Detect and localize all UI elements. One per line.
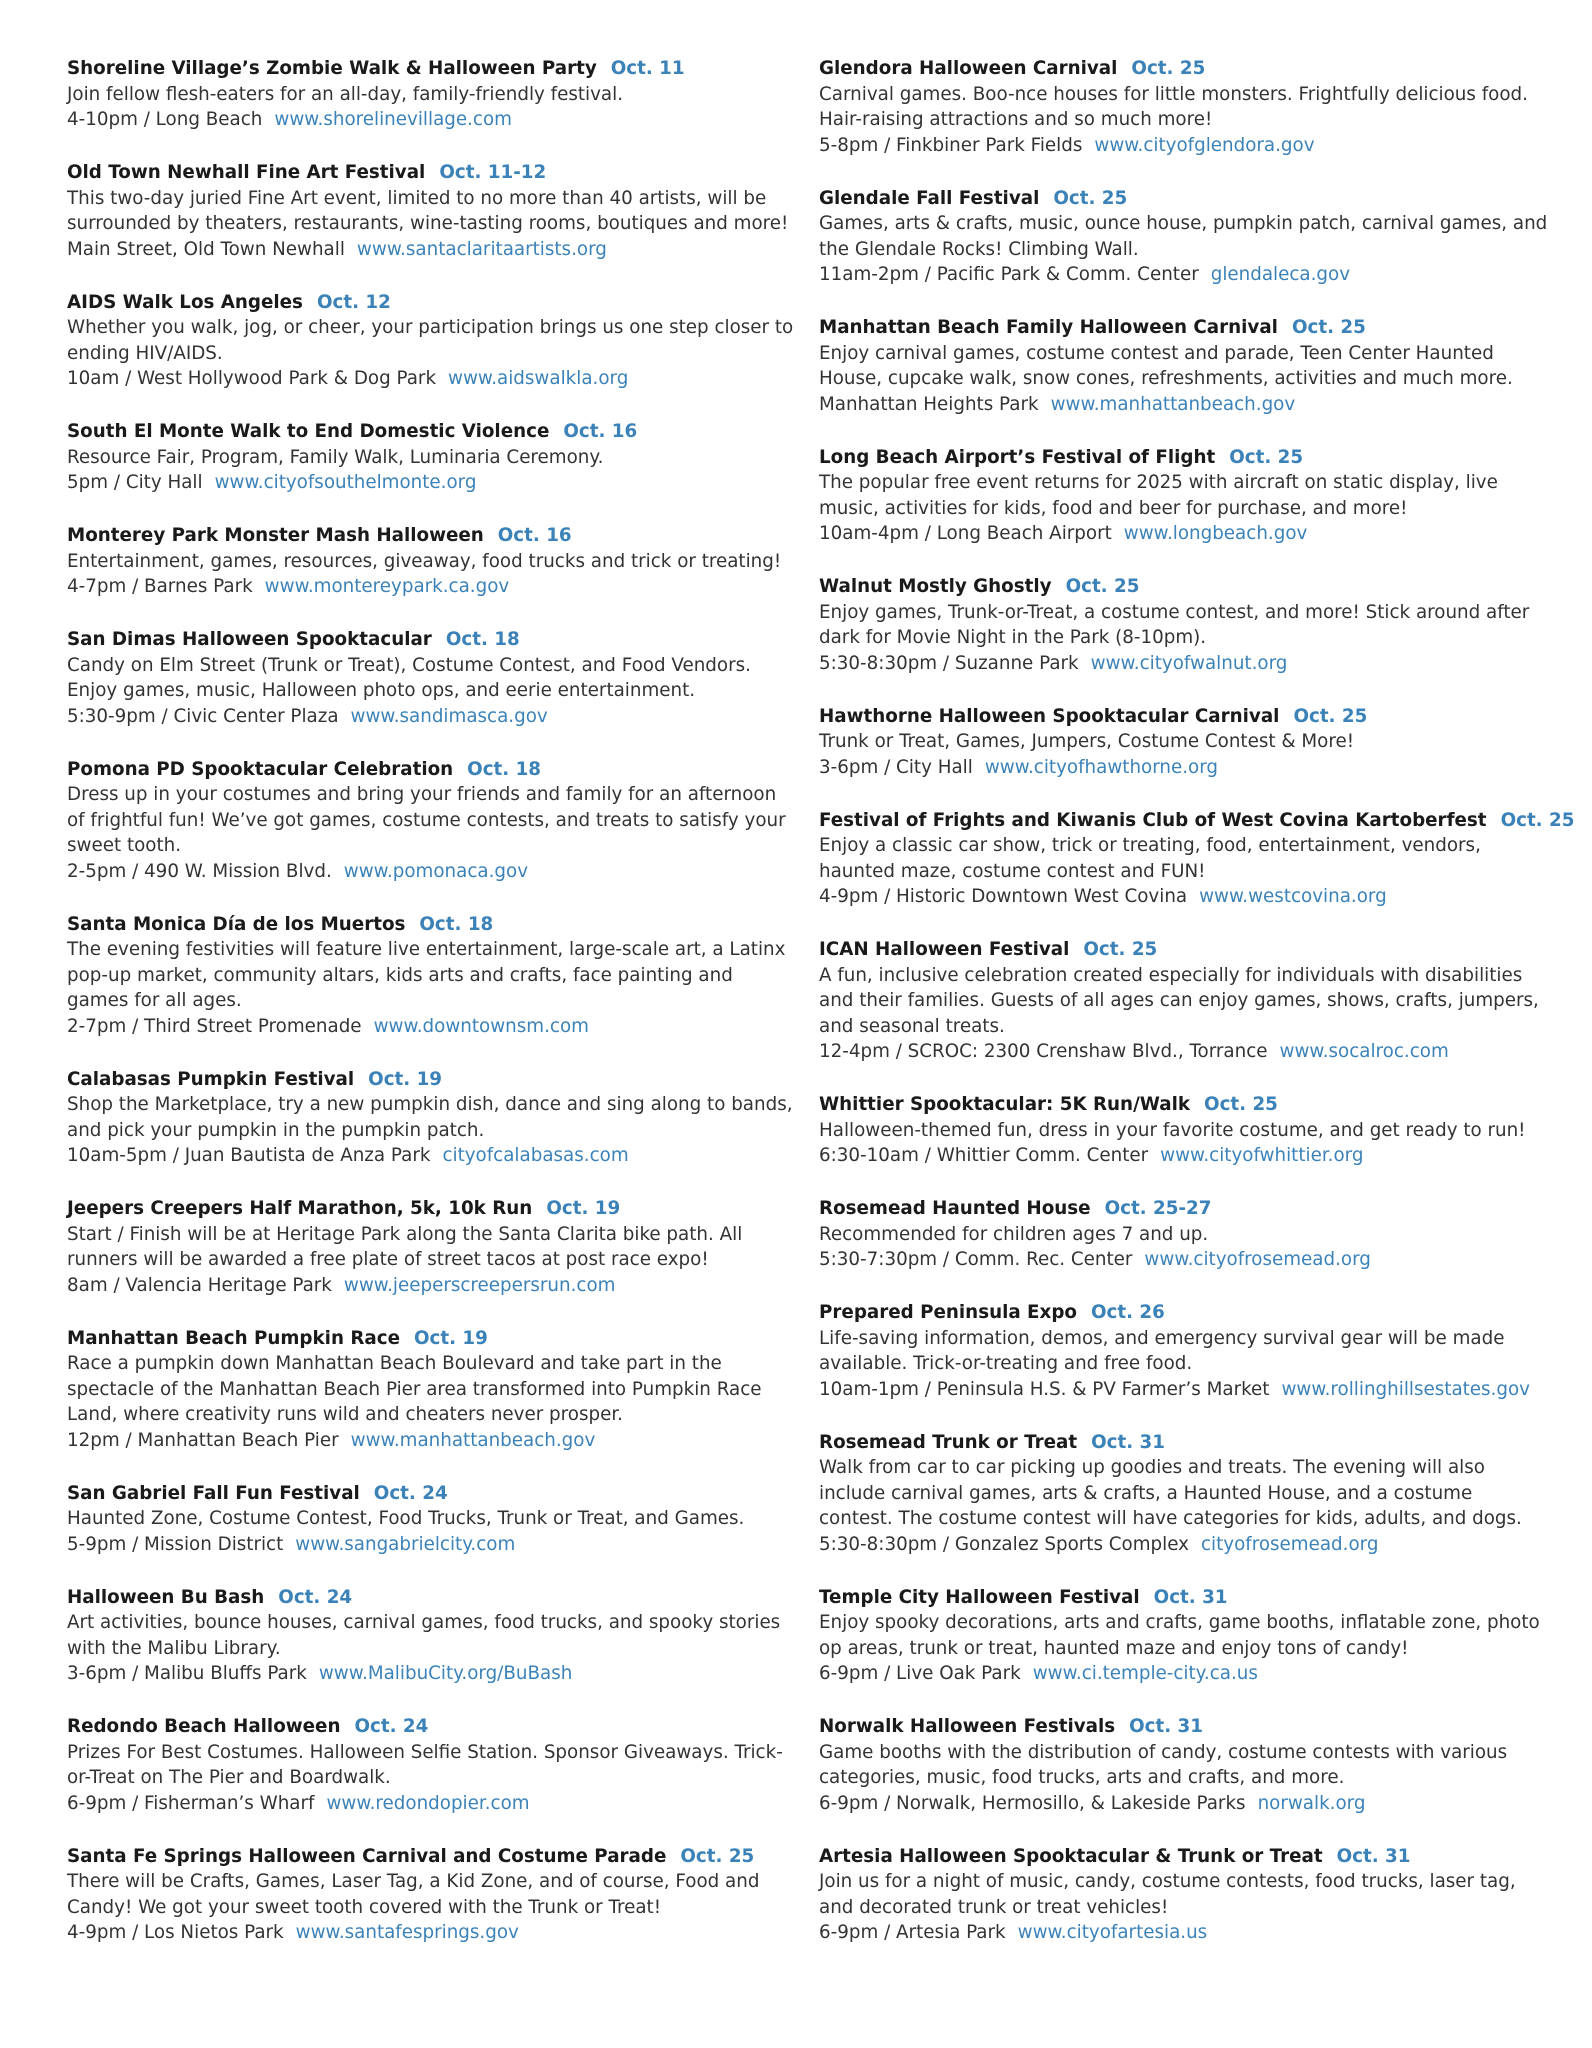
- event-website-link[interactable]: www.cityofwhittier.org: [1160, 1145, 1364, 1166]
- event-time-location: [819, 1532, 1549, 1558]
- event-description: Enjoy a classic car show, trick or treating, food, entertainment, vendors, haunted maze, costume contest and FUN!: [819, 835, 1481, 882]
- event-time-location: [819, 651, 1549, 677]
- event-date: Oct. 31: [1129, 1716, 1203, 1737]
- event-description: Prizes For Best Costumes. Halloween Selfie Station. Sponsor Giveaways. Trick-or-Treat on The Pier and Boardwalk.: [67, 1741, 783, 1788]
- event-title: San Dimas Halloween Spooktacular: [67, 629, 432, 650]
- event-title: South El Monte Walk to End Domestic Violence: [67, 421, 550, 442]
- event-title: Walnut Mostly Ghostly: [819, 576, 1052, 597]
- event-date: Oct. 25: [1500, 809, 1575, 831]
- event-title: Manhattan Beach Family Halloween Carnival: [819, 317, 1278, 338]
- event-date: Oct. 11-12: [439, 162, 547, 183]
- event-description: Candy on Elm Street (Trunk or Treat), Costume Contest, and Food Vendors. Enjoy games, music, Halloween photo ops, and eerie entertainment.: [67, 654, 751, 701]
- event-heading: [819, 808, 1575, 834]
- event-title: Manhattan Beach Pumpkin Race: [67, 1327, 400, 1349]
- event-time-place: 6:30-10am / Whittier Comm. Center: [819, 1145, 1149, 1166]
- event-website-link[interactable]: www.manhattanbeach.gov: [1050, 393, 1296, 415]
- event-website-link[interactable]: www.sandimasca.gov: [350, 705, 548, 727]
- event-heading: [819, 1196, 1549, 1222]
- event-time-place: 5pm / City Hall: [67, 472, 203, 493]
- right-event-column: [819, 56, 1575, 1973]
- event-time-place: 8am / Valencia Heritage Park: [67, 1274, 332, 1296]
- event-description: Join fellow flesh-eaters for an all-day, family-friendly festival.: [67, 83, 624, 105]
- event-date: Oct. 25: [1131, 58, 1206, 79]
- event-time-location: [67, 1532, 795, 1558]
- event-date: Oct. 18: [419, 913, 494, 935]
- event-time-location: [819, 755, 1549, 781]
- event-heading: [67, 1326, 795, 1352]
- event-listing: [67, 56, 795, 133]
- event-listing: [819, 1430, 1549, 1558]
- event-date: Oct. 24: [354, 1716, 429, 1737]
- event-description: The evening festivities will feature live entertainment, large-scale art, a Latinx pop-up market, community altars, kids arts and crafts, face painting and games for all ages.: [67, 939, 786, 1011]
- event-description: Resource Fair, Program, Family Walk, Luminaria Ceremony.: [67, 446, 604, 468]
- event-listing: [67, 160, 795, 262]
- event-description: Walk from car to car picking up goodies and treats. The evening will also include carnival games, arts & crafts, a Haunted House, and a costume contest. The costume contest will have categories for kids, adults, and dogs.: [819, 1457, 1522, 1529]
- event-website-link[interactable]: www.manhattanbeach.gov: [350, 1429, 596, 1451]
- event-title: Jeepers Creepers Half Marathon, 5k, 10k Run: [67, 1198, 533, 1219]
- event-website-link[interactable]: www.socalroc.com: [1279, 1041, 1449, 1062]
- event-date: Oct. 24: [278, 1586, 353, 1608]
- event-time-place: 2-7pm / Third Street Promenade: [67, 1015, 362, 1037]
- event-title: Halloween Bu Bash: [67, 1586, 265, 1608]
- event-description: Start / Finish will be at Heritage Park along the Santa Clarita bike path. All runners will be awarded a free plate of street tacos at post race expo!: [67, 1223, 743, 1270]
- event-time-location: [819, 262, 1549, 288]
- event-title: Redondo Beach Halloween: [67, 1716, 341, 1737]
- event-description: Halloween-themed fun, dress in your favorite costume, and get ready to run!: [819, 1119, 1526, 1141]
- event-description: Art activities, bounce houses, carnival games, food trucks, and spooky stories with the Malibu Library.: [67, 1612, 781, 1659]
- event-description: This two-day juried Fine Art event, limited to no more than 40 artists, will be surrounded by theaters, restaurants, wine-tasting rooms, boutiques and more!: [67, 187, 789, 234]
- event-time-place: 10am-1pm / Peninsula H.S. & PV Farmer’s Market: [819, 1378, 1270, 1400]
- event-date: Oct. 25: [1291, 317, 1366, 338]
- event-listing: [67, 419, 795, 496]
- event-listing: [67, 912, 795, 1040]
- event-listing: [819, 56, 1549, 158]
- event-heading: [67, 1196, 795, 1222]
- event-time-location: [67, 1014, 795, 1040]
- event-time-place: 11am-2pm / Pacific Park & Comm. Center: [819, 264, 1199, 285]
- event-heading: [67, 757, 795, 783]
- event-description: Entertainment, games, resources, giveaway, food trucks and trick or treating!: [67, 550, 782, 572]
- event-time-place: 6-9pm / Artesia Park: [819, 1922, 1006, 1943]
- event-date: Oct. 18: [467, 758, 542, 780]
- event-description: The popular free event returns for 2025 with aircraft on static display, live music, activities for kids, food and beer for purchase, and more!: [819, 472, 1498, 519]
- event-time-place: 4-10pm / Long Beach: [67, 109, 263, 130]
- event-time-place: 5:30-8:30pm / Suzanne Park: [819, 652, 1079, 674]
- event-title: Temple City Halloween Festival: [819, 1586, 1140, 1608]
- event-title: Calabasas Pumpkin Festival: [67, 1068, 355, 1090]
- event-title: Festival of Frights and Kiwanis Club of West Covina Kartoberfest: [819, 809, 1487, 831]
- event-date: Oct. 19: [368, 1068, 443, 1090]
- event-heading: [67, 160, 795, 186]
- event-date: Oct. 19: [546, 1198, 621, 1219]
- event-website-link[interactable]: norwalk.org: [1257, 1792, 1366, 1814]
- event-description: Whether you walk, jog, or cheer, your participation brings us one step closer to ending HIV/AIDS.: [67, 317, 794, 364]
- event-time-location: [67, 470, 795, 496]
- event-title: Hawthorne Halloween Spooktacular Carnival: [819, 705, 1280, 727]
- event-heading: [67, 912, 795, 938]
- event-heading: [67, 56, 795, 82]
- event-time-location: [67, 237, 795, 263]
- event-time-location: [819, 1247, 1549, 1273]
- event-website-link[interactable]: www.cityofhawthorne.org: [984, 756, 1219, 778]
- event-time-place: 6-9pm / Live Oak Park: [819, 1663, 1021, 1684]
- event-heading: [67, 1067, 795, 1093]
- event-date: Oct. 19: [413, 1327, 488, 1349]
- event-date: Oct. 31: [1091, 1431, 1165, 1453]
- event-description: Dress up in your costumes and bring your friends and family for an afternoon of frightful fun! We’ve got games, costume contests, and treats to satisfy your sweet tooth.: [67, 784, 786, 856]
- event-heading: [819, 1585, 1549, 1611]
- event-website-link[interactable]: www.cityofrosemead.org: [1144, 1249, 1371, 1270]
- event-title: Artesia Halloween Spooktacular & Trunk or Treat: [819, 1845, 1323, 1867]
- event-heading: [819, 1430, 1549, 1456]
- event-time-location: [67, 1273, 795, 1299]
- event-title: Pomona PD Spooktacular Celebration: [67, 758, 454, 780]
- event-heading: [67, 627, 795, 653]
- event-time-place: 5-8pm / Finkbiner Park Fields: [819, 134, 1083, 156]
- event-time-location: [819, 521, 1549, 547]
- event-website-link[interactable]: www.aidswalkla.org: [448, 368, 629, 389]
- event-website-link[interactable]: www.sangabrielcity.com: [295, 1533, 516, 1555]
- event-date: Oct. 25: [1293, 705, 1368, 727]
- event-time-location: [819, 133, 1549, 159]
- event-date: Oct. 24: [373, 1482, 448, 1504]
- event-website-link[interactable]: www.santafesprings.gov: [295, 1922, 519, 1943]
- event-title: Shoreline Village’s Zombie Walk & Halloween Party: [67, 58, 597, 79]
- event-time-place: 12-4pm / SCROC: 2300 Crenshaw Blvd., Torrance: [819, 1041, 1268, 1062]
- event-title: Norwalk Halloween Festivals: [819, 1716, 1116, 1737]
- event-listing: [819, 315, 1549, 417]
- event-description: Game booths with the distribution of candy, costume contests with various categories, music, food trucks, arts and crafts, and more.: [819, 1741, 1508, 1788]
- event-listing: [67, 290, 795, 392]
- event-date: Oct. 25: [1083, 939, 1158, 960]
- event-listing: [67, 1196, 795, 1298]
- event-heading: [67, 1481, 795, 1507]
- event-description: Haunted Zone, Costume Contest, Food Trucks, Trunk or Treat, and Games.: [67, 1508, 745, 1529]
- event-website-link[interactable]: cityofrosemead.org: [1200, 1533, 1379, 1555]
- event-title: Santa Monica Día de los Muertos: [67, 913, 406, 935]
- event-listing: [67, 1844, 795, 1946]
- event-heading: [819, 1300, 1549, 1326]
- event-date: Oct. 25: [1065, 576, 1140, 597]
- event-date: Oct. 16: [497, 525, 572, 546]
- event-time-location: [67, 704, 795, 730]
- event-listing: [819, 1714, 1549, 1816]
- event-time-place: 6-9pm / Norwalk, Hermosillo, & Lakeside Parks: [819, 1792, 1246, 1814]
- event-listing: [819, 445, 1549, 547]
- event-time-location: [67, 1428, 795, 1454]
- event-title: Rosemead Haunted House: [819, 1198, 1091, 1219]
- event-time-location: [819, 1920, 1549, 1946]
- event-time-place: 3-6pm / City Hall: [819, 756, 973, 778]
- event-description: Enjoy carnival games, costume contest and parade, Teen Center Haunted House, cupcake walk, snow cones, refreshments, activities and much more.: [819, 342, 1513, 389]
- event-website-link[interactable]: www.westcovina.org: [1199, 886, 1387, 907]
- event-heading: [67, 523, 795, 549]
- event-time-place: Manhattan Heights Park: [819, 393, 1039, 415]
- event-title: Old Town Newhall Fine Art Festival: [67, 162, 426, 183]
- event-description: Recommended for children ages 7 and up.: [819, 1223, 1209, 1245]
- event-listing: [67, 1326, 795, 1454]
- event-date: Oct. 12: [316, 291, 391, 313]
- event-date: Oct. 31: [1336, 1845, 1411, 1867]
- event-listing: [819, 1092, 1549, 1169]
- event-website-link[interactable]: www.downtownsm.com: [373, 1015, 589, 1037]
- event-time-location: [67, 366, 795, 392]
- event-website-link[interactable]: www.redondopier.com: [326, 1792, 530, 1814]
- event-time-place: 4-9pm / Historic Downtown West Covina: [819, 886, 1188, 907]
- event-title: Santa Fe Springs Halloween Carnival and Costume Parade: [67, 1845, 667, 1867]
- event-time-location: [819, 1377, 1549, 1403]
- event-time-location: [67, 1791, 795, 1817]
- event-time-place: 2-5pm / 490 W. Mission Blvd.: [67, 860, 332, 882]
- event-time-location: [819, 1143, 1549, 1169]
- event-time-place: 12pm / Manhattan Beach Pier: [67, 1429, 339, 1451]
- event-website-link[interactable]: www.santaclaritaartists.org: [356, 238, 607, 260]
- event-date: Oct. 26: [1090, 1302, 1165, 1323]
- event-time-place: 5-9pm / Mission District: [67, 1533, 284, 1555]
- event-title: Whittier Spooktacular: 5K Run/Walk: [819, 1094, 1191, 1115]
- event-listing: [819, 186, 1549, 288]
- event-heading: [819, 315, 1549, 341]
- event-listing: [67, 627, 795, 729]
- event-listing: [67, 757, 795, 885]
- event-listing: [819, 574, 1549, 676]
- event-listing: [67, 523, 795, 600]
- event-description: A fun, inclusive celebration created especially for individuals with disabilities and their families. Guests of all ages can enjoy games, shows, crafts, jumpers, and seasonal treats.: [819, 964, 1539, 1037]
- event-website-link[interactable]: www.rollinghillsestates.gov: [1281, 1378, 1531, 1400]
- event-heading: [67, 1844, 795, 1870]
- event-website-link[interactable]: www.shorelinevillage.com: [274, 109, 512, 130]
- event-heading: [819, 1714, 1549, 1740]
- event-time-location: [819, 1661, 1549, 1687]
- event-time-place: 5:30-8:30pm / Gonzalez Sports Complex: [819, 1533, 1189, 1555]
- event-time-place: 4-7pm / Barnes Park: [67, 576, 253, 597]
- event-time-location: [67, 859, 795, 885]
- event-website-link[interactable]: www.cityofglendora.gov: [1094, 134, 1315, 156]
- event-description: Race a pumpkin down Manhattan Beach Boulevard and take part in the spectacle of the Manhattan Beach Pier area transformed into Pumpkin Race Land, where creativity runs wild and cheaters never prosper.: [67, 1353, 762, 1425]
- event-title: AIDS Walk Los Angeles: [67, 291, 303, 313]
- event-website-link[interactable]: www.ci.temple-city.ca.us: [1032, 1663, 1258, 1684]
- event-time-place: 4-9pm / Los Nietos Park: [67, 1922, 284, 1943]
- event-description: There will be Crafts, Games, Laser Tag, a Kid Zone, and of course, Food and Candy! We got your sweet tooth covered with the Trunk or Treat!: [67, 1871, 760, 1918]
- event-time-location: [67, 574, 795, 600]
- event-time-location: [819, 1039, 1549, 1065]
- event-title: ICAN Halloween Festival: [819, 939, 1070, 960]
- faded-footer-text: [67, 1946, 1467, 1958]
- event-listing: [819, 1300, 1549, 1402]
- event-description: Trunk or Treat, Games, Jumpers, Costume Contest & More!: [819, 731, 1355, 752]
- event-website-link[interactable]: www.MalibuCity.org/BuBash: [318, 1663, 573, 1684]
- event-listing: [819, 1196, 1549, 1273]
- event-date: Oct. 25: [1053, 187, 1128, 209]
- event-time-place: Main Street, Old Town Newhall: [67, 238, 345, 260]
- event-heading: [67, 1714, 795, 1740]
- event-date: Oct. 11: [610, 58, 685, 79]
- event-heading: [819, 574, 1549, 600]
- event-listing: [67, 1714, 795, 1816]
- event-time-place: 3-6pm / Malibu Bluffs Park: [67, 1663, 307, 1684]
- event-date: Oct. 31: [1153, 1586, 1228, 1608]
- event-date: Oct. 25: [1229, 446, 1304, 468]
- event-time-location: [67, 107, 795, 133]
- event-time-location: [819, 884, 1549, 910]
- event-website-link[interactable]: www.cityofwalnut.org: [1090, 652, 1288, 674]
- event-description: Join us for a night of music, candy, costume contests, food trucks, laser tag, and decorated trunk or treat vehicles!: [819, 1871, 1516, 1918]
- event-time-place: 6-9pm / Fisherman’s Wharf: [67, 1792, 315, 1814]
- event-heading: [819, 704, 1549, 730]
- event-description: Enjoy games, Trunk-or-Treat, a costume contest, and more! Stick around after dark for Movie Night in the Park (8-10pm).: [819, 601, 1530, 648]
- event-date: Oct. 25-27: [1104, 1198, 1212, 1219]
- event-website-link[interactable]: www.jeeperscreepersrun.com: [343, 1274, 616, 1296]
- event-time-place: 5:30-7:30pm / Comm. Rec. Center: [819, 1249, 1133, 1270]
- event-heading: [67, 290, 795, 316]
- event-time-place: 10am-4pm / Long Beach Airport: [819, 523, 1112, 544]
- event-website-link[interactable]: cityofcalabasas.com: [442, 1145, 629, 1166]
- event-heading: [67, 419, 795, 445]
- event-time-place: 10am / West Hollywood Park & Dog Park: [67, 368, 437, 389]
- event-website-link[interactable]: www.pomonaca.gov: [343, 860, 529, 882]
- event-time-place: 10am-5pm / Juan Bautista de Anza Park: [67, 1145, 431, 1166]
- event-heading: [67, 1585, 795, 1611]
- event-listing: [67, 1585, 795, 1687]
- event-heading: [819, 1092, 1549, 1118]
- event-date: Oct. 25: [680, 1845, 755, 1867]
- event-title: Long Beach Airport’s Festival of Flight: [819, 446, 1216, 468]
- event-website-link[interactable]: www.longbeach.gov: [1123, 523, 1308, 544]
- event-date: Oct. 25: [1204, 1094, 1278, 1115]
- event-website-link[interactable]: www.cityofartesia.us: [1017, 1922, 1208, 1943]
- event-title: Rosemead Trunk or Treat: [819, 1431, 1078, 1453]
- event-heading: [819, 1844, 1549, 1870]
- event-date: Oct. 16: [563, 421, 638, 442]
- event-listing: [67, 1481, 795, 1558]
- event-title: Glendale Fall Festival: [819, 187, 1040, 209]
- event-website-link[interactable]: glendaleca.gov: [1210, 264, 1351, 285]
- event-heading: [819, 56, 1549, 82]
- event-title: Glendora Halloween Carnival: [819, 58, 1118, 79]
- event-heading: [819, 445, 1549, 471]
- event-heading: [819, 186, 1549, 212]
- event-description: Games, arts & crafts, music, ounce house, pumpkin patch, carnival games, and the Glendale Rocks! Climbing Wall.: [819, 213, 1548, 260]
- event-date: Oct. 18: [445, 629, 520, 650]
- event-listing: [819, 937, 1549, 1065]
- event-time-location: [819, 1791, 1549, 1817]
- event-title: San Gabriel Fall Fun Festival: [67, 1482, 360, 1504]
- event-listing: [819, 1844, 1549, 1946]
- event-description: Enjoy spooky decorations, arts and crafts, game booths, inflatable zone, photo op areas, trunk or treat, haunted maze and enjoy tons of candy!: [819, 1612, 1540, 1659]
- event-heading: [819, 937, 1549, 963]
- event-listing: [819, 704, 1549, 781]
- event-description: Carnival games. Boo-nce houses for little monsters. Frightfully delicious food. Hair-raising attractions and so much more!: [819, 83, 1528, 130]
- event-listing: [819, 808, 1575, 910]
- event-time-location: [67, 1661, 795, 1687]
- event-description: Life-saving information, demos, and emergency survival gear will be made available. Trick-or-treating and free food.: [819, 1327, 1505, 1374]
- event-website-link[interactable]: www.montereypark.ca.gov: [264, 576, 510, 597]
- event-title: Monterey Park Monster Mash Halloween: [67, 525, 484, 546]
- event-time-location: [67, 1920, 795, 1946]
- event-description: Shop the Marketplace, try a new pumpkin dish, dance and sing along to bands, and pick your pumpkin in the pumpkin patch.: [67, 1094, 793, 1141]
- event-title: Prepared Peninsula Expo: [819, 1302, 1077, 1323]
- event-listing: [67, 1067, 795, 1169]
- event-listing: [819, 1585, 1549, 1687]
- left-event-column: [67, 56, 795, 1973]
- event-website-link[interactable]: www.cityofsouthelmonte.org: [214, 472, 477, 493]
- event-time-location: [819, 392, 1549, 418]
- event-time-location: [67, 1143, 795, 1169]
- event-time-place: 5:30-9pm / Civic Center Plaza: [67, 705, 339, 727]
